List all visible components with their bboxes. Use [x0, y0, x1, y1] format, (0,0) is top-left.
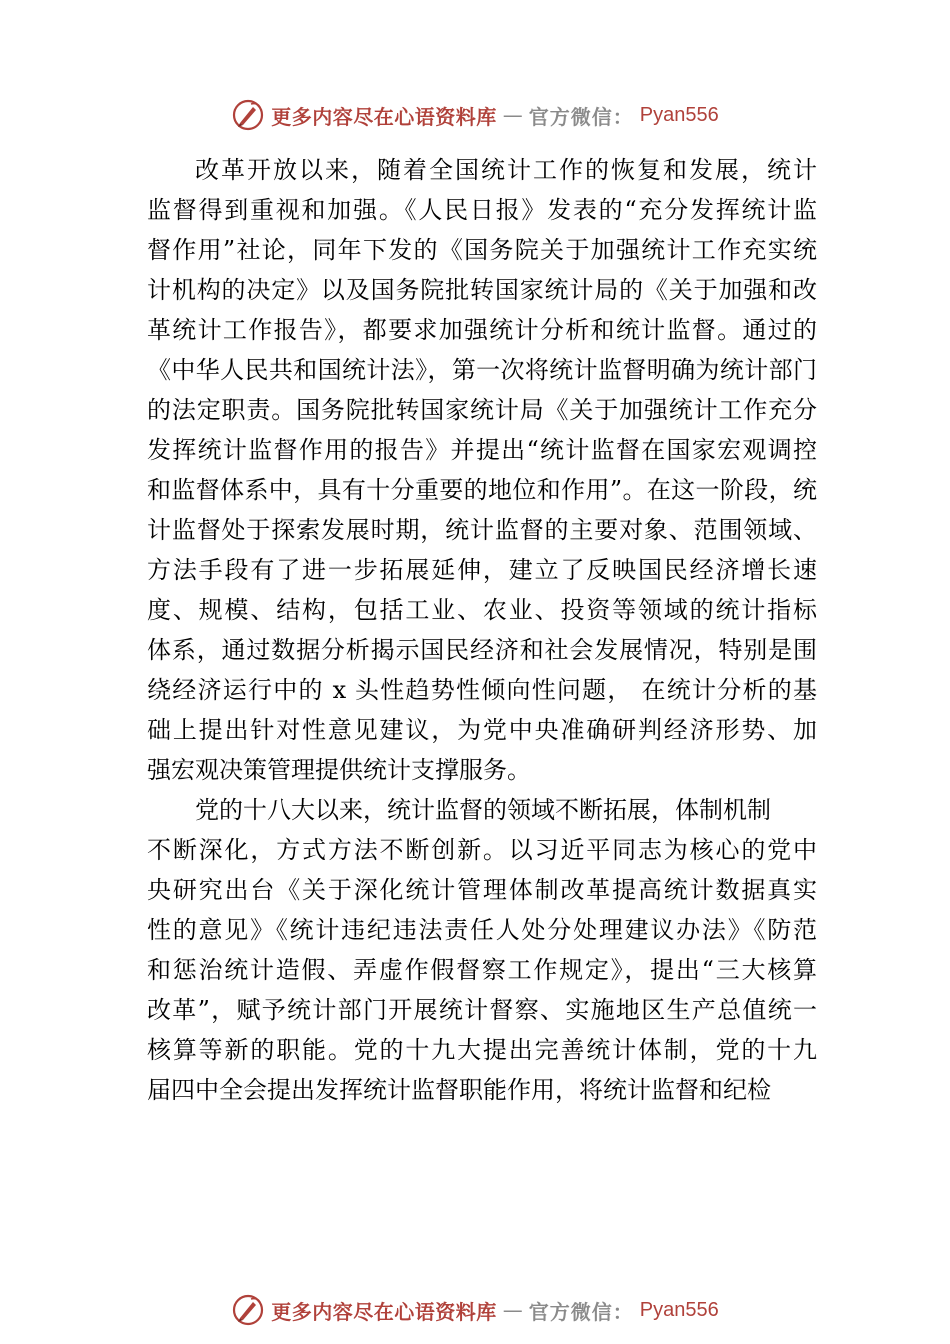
text-line: 督作用”社论，同年下发的《国务院关于加强统计工作充实统	[147, 236, 817, 264]
paragraph-1	[147, 150, 817, 790]
text-line: 和惩治统计造假、弄虚作假督察工作规定》，提出“三大核算	[147, 956, 817, 984]
text-line: 计机构的决定》以及国务院批转国家统计局的《关于加强和改	[147, 276, 817, 304]
text-line: 础上提出针对性意见建议，为党中央准确研判经济形势、加	[147, 716, 817, 744]
text-line: 的法定职责。国务院批转国家统计局《关于加强统计工作充分	[147, 396, 817, 424]
watermark-wechat-id: Pyan556	[639, 1298, 719, 1321]
watermark-dash: —	[502, 1298, 523, 1322]
pen-circle-logo-icon	[231, 1293, 265, 1327]
document-body	[147, 150, 817, 1110]
watermark-brand: 更多内容尽在心语资料库	[271, 1299, 497, 1324]
text-line: 绕经济运行中的 x 头性趋势性倾向性问题， 在统计分析的基	[147, 676, 817, 704]
text-line: 党的十八大以来，统计监督的领域不断拓展，体制机制	[195, 796, 771, 824]
text-line: 改革”，赋予统计部门开展统计督察、实施地区生产总值统一	[147, 996, 817, 1024]
text-line: 不断深化，方式方法不断创新。以习近平同志为核心的党中	[147, 836, 817, 864]
watermark-wechat-label: 官方微信：	[528, 1299, 634, 1324]
text-line: 监督得到重视和加强。《人民日报》发表的“充分发挥统计监	[147, 196, 817, 224]
text-line: 体系，通过数据分析揭示国民经济和社会发展情况，特别是围	[147, 636, 817, 664]
watermark-wechat-id: Pyan556	[639, 103, 719, 126]
text-line: 方法手段有了进一步拓展延伸，建立了反映国民经济增长速	[147, 556, 817, 584]
footer-watermark	[0, 1288, 950, 1332]
text-line: 强宏观决策管理提供统计支撑服务。	[147, 756, 531, 784]
text-line: 和监督体系中，具有十分重要的地位和作用”。在这一阶段，统	[147, 476, 817, 504]
text-line: 发挥统计监督作用的报告》并提出“统计监督在国家宏观调控	[147, 436, 817, 464]
paragraph-2	[147, 790, 817, 1110]
text-line: 度、规模、结构，包括工业、农业、投资等领域的统计指标	[147, 596, 817, 624]
watermark-wechat-label: 官方微信：	[528, 104, 634, 129]
text-line: 计监督处于探索发展时期，统计监督的主要对象、范围领域、	[147, 516, 817, 544]
text-line: 改革开放以来，随着全国统计工作的恢复和发展，统计	[195, 156, 817, 184]
text-line: 《中华人民共和国统计法》，第一次将统计监督明确为统计部门	[147, 356, 817, 384]
header-watermark	[0, 93, 950, 137]
text-line: 届四中全会提出发挥统计监督职能作用，将统计监督和纪检	[147, 1076, 771, 1104]
text-line: 央研究出台《关于深化统计管理体制改革提高统计数据真实	[147, 876, 817, 904]
watermark-brand: 更多内容尽在心语资料库	[271, 104, 497, 129]
text-line: 核算等新的职能。党的十九大提出完善统计体制，党的十九	[147, 1036, 817, 1064]
text-line: 性的意见》《统计违纪违法责任人处分处理建议办法》《防范	[147, 916, 817, 944]
pen-circle-logo-icon	[231, 98, 265, 132]
watermark-dash: —	[502, 103, 523, 127]
text-line: 革统计工作报告》，都要求加强统计分析和统计监督。通过的	[147, 316, 817, 344]
